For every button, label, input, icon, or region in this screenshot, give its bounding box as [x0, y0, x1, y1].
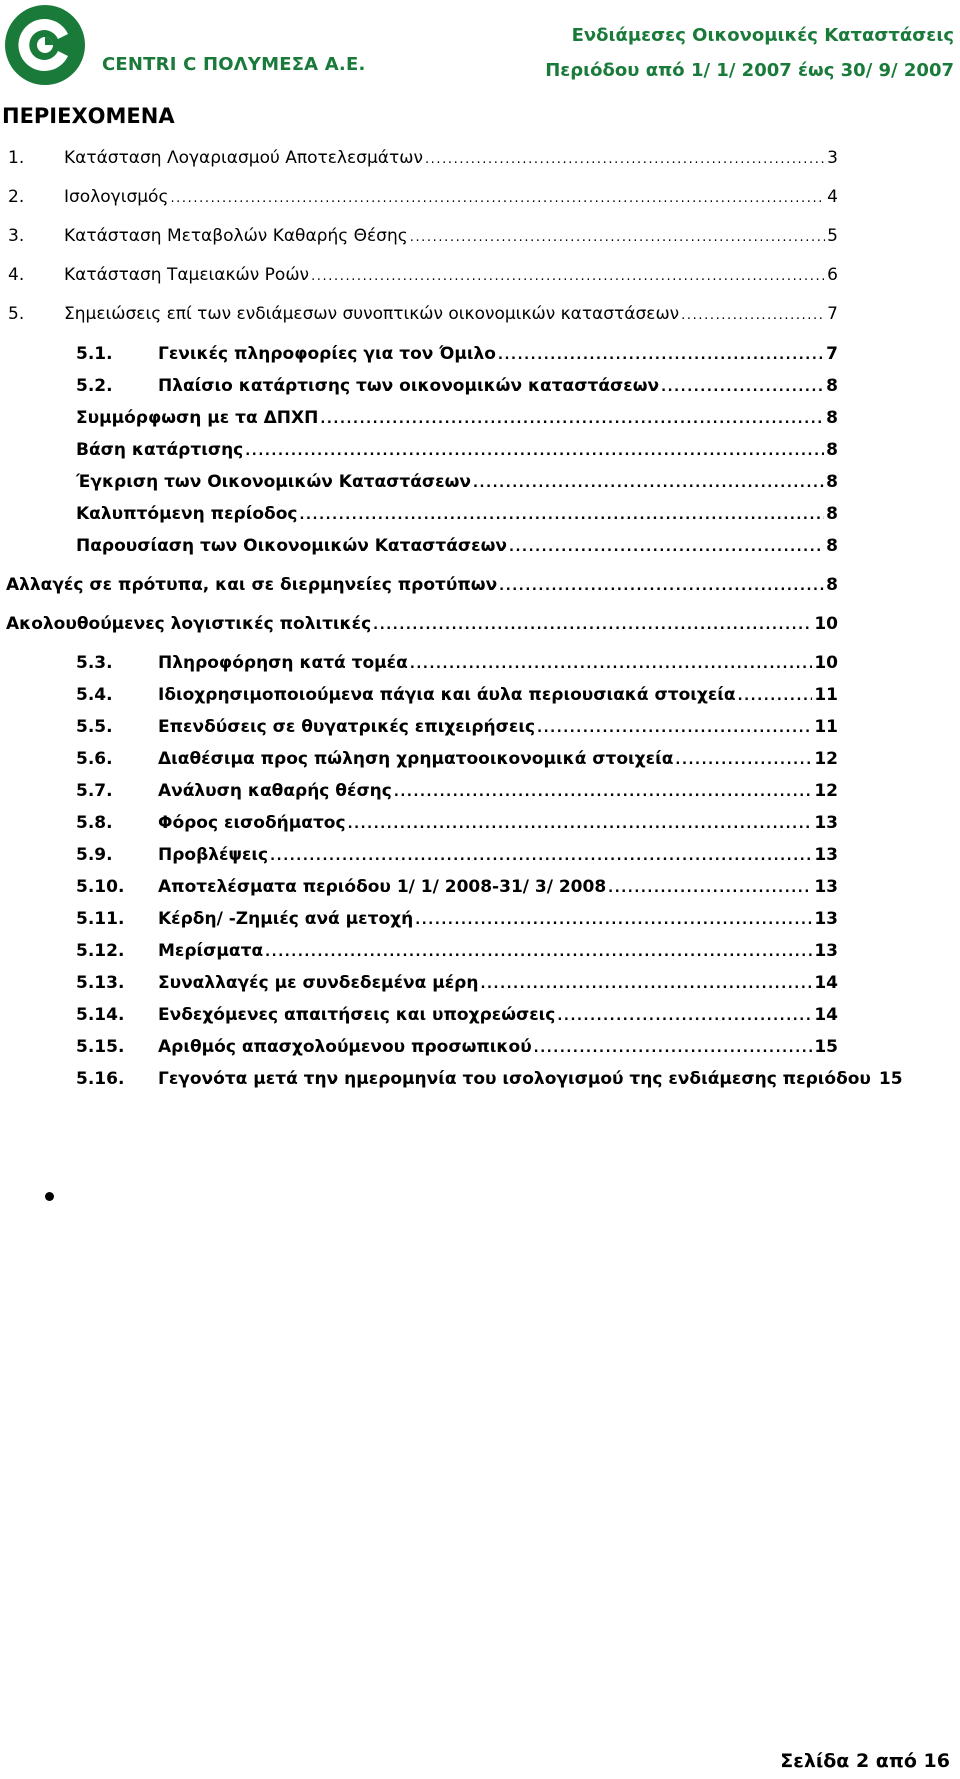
- toc-entry-label: Συναλλαγές με συνδεδεμένα μέρη: [158, 973, 479, 993]
- toc-entry-number: 5.3.: [76, 653, 113, 673]
- toc-entry-label: Γεγονότα μετά την ημερομηνία του ισολογισμού της ενδιάμεσης περιόδου: [158, 1069, 871, 1089]
- toc-leader-dots: [311, 268, 825, 285]
- toc-entry[interactable]: [76, 835, 838, 865]
- toc-leader-dots: [425, 151, 825, 168]
- toc-entry-number: 5.12.: [76, 941, 125, 961]
- toc-entry[interactable]: [76, 867, 838, 897]
- toc-entry-label: Πληροφόρηση κατά τομέα: [158, 653, 408, 673]
- toc-entry-label: Αποτελέσματα περιόδου 1/ 1/ 2008-31/ 3/ 2008: [158, 877, 607, 897]
- toc-entry[interactable]: [76, 803, 838, 833]
- toc-entry-page: 3: [827, 148, 838, 168]
- toc-entry-page: 8: [826, 504, 838, 524]
- toc-entry[interactable]: [8, 294, 838, 324]
- toc-leader-dots: [537, 720, 812, 737]
- toc-entry-label: Ενδεχόμενες απαιτήσεις και υποχρεώσεις: [158, 1005, 556, 1025]
- toc-entry[interactable]: [8, 216, 838, 246]
- toc-entry-page: 12: [814, 749, 838, 769]
- toc-leader-dots: [373, 617, 812, 634]
- toc-entry-label: Αριθμός απασχολούμενου προσωπικού: [158, 1037, 532, 1057]
- toc-entry-page: 12: [814, 781, 838, 801]
- toc-entry-label: Μερίσματα: [158, 941, 264, 961]
- toc-entry-number: 5.1.: [76, 344, 113, 364]
- toc-entry-number: 5.11.: [76, 909, 125, 929]
- document-title: Ενδιάμεσες Οικονομικές Καταστάσεις: [571, 25, 954, 46]
- toc-leader-dots: [534, 1040, 813, 1057]
- document-period: Περιόδου από 1/ 1/ 2007 έως 30/ 9/ 2007: [545, 60, 954, 81]
- toc-leader-dots: [299, 507, 824, 524]
- toc-entry-label: Βάση κατάρτισης: [76, 440, 244, 460]
- toc-entry-label: Κατάσταση Ταμειακών Ροών: [64, 265, 310, 285]
- toc-entry-page: 8: [826, 376, 838, 396]
- company-name: CENTRI C ΠΟΛΥΜΕΣΑ Α.Ε.: [102, 54, 366, 75]
- toc-entry-label: Διαθέσιμα προς πώληση χρηματοοικονομικά στοιχεία: [158, 749, 674, 769]
- toc-entry-page: 13: [814, 877, 838, 897]
- toc-entry-label: Ανάλυση καθαρής θέσης: [158, 781, 392, 801]
- toc-entry[interactable]: [8, 177, 838, 207]
- toc-entry-number: 5.15.: [76, 1037, 125, 1057]
- toc-leader-dots: [320, 411, 824, 428]
- toc-entry[interactable]: [6, 565, 838, 595]
- toc-entry-label: Έγκριση των Οικονομικών Καταστάσεων: [76, 472, 471, 492]
- toc-entry-number: 5.13.: [76, 973, 125, 993]
- toc-entry[interactable]: [76, 462, 838, 492]
- toc-entry[interactable]: [76, 963, 838, 993]
- toc-entry-number: 1.: [8, 148, 25, 168]
- toc-leader-dots: [265, 944, 812, 961]
- toc-leader-dots: [499, 578, 824, 595]
- toc-entry[interactable]: [76, 675, 838, 705]
- toc-entry-label: Φόρος εισοδήματος: [158, 813, 346, 833]
- toc-entry[interactable]: [76, 931, 838, 961]
- toc-entry-page: 8: [826, 440, 838, 460]
- toc-entry-number: 5.9.: [76, 845, 113, 865]
- toc-entry-label: Γενικές πληροφορίες για τον Όμιλο: [158, 344, 496, 364]
- toc-entry[interactable]: [76, 995, 838, 1025]
- toc-entry-page: 6: [827, 265, 838, 285]
- toc-leader-dots: [480, 976, 812, 993]
- toc-title: ΠΕΡΙΕΧΟΜΕΝΑ: [2, 104, 175, 128]
- toc-leader-dots: [348, 816, 813, 833]
- toc-entry-label: Συμμόρφωση με τα ΔΠΧΠ: [76, 408, 319, 428]
- toc-entry-page: 13: [814, 941, 838, 961]
- toc-entry-page: 5: [827, 226, 838, 246]
- toc-entry-label: Επενδύσεις σε θυγατρικές επιχειρήσεις: [158, 717, 536, 737]
- toc-entry[interactable]: [76, 526, 838, 556]
- toc-leader-dots: [498, 347, 824, 364]
- toc-leader-dots: [270, 848, 812, 865]
- toc-entry[interactable]: [76, 494, 838, 524]
- toc-entry[interactable]: [76, 430, 838, 460]
- toc-leader-dots: [410, 229, 825, 246]
- toc-entry-label: Ιδιοχρησιμοποιούμενα πάγια και άυλα περιουσιακά στοιχεία: [158, 685, 736, 705]
- toc-entry[interactable]: [76, 739, 838, 769]
- toc-entry-page: 8: [826, 575, 838, 595]
- toc-entry-label: Κέρδη/ -Ζημιές ανά μετοχή: [158, 909, 414, 929]
- toc-leader-dots: [509, 539, 824, 556]
- toc-entry[interactable]: [76, 771, 838, 801]
- toc-leader-dots: [681, 307, 825, 324]
- toc-leader-dots: [738, 688, 813, 705]
- toc-leader-dots: [245, 443, 824, 460]
- toc-entry-page: 13: [814, 845, 838, 865]
- toc-entry-number: 5.4.: [76, 685, 113, 705]
- toc-entry-page: 15: [878, 1069, 903, 1089]
- toc-entry-page: 13: [814, 909, 838, 929]
- toc-entry-number: 5.6.: [76, 749, 113, 769]
- toc-leader-dots: [608, 880, 812, 897]
- toc-entry-number: 5.2.: [76, 376, 113, 396]
- header-right: [545, 18, 954, 88]
- toc-entry-page: 13: [814, 813, 838, 833]
- toc-leader-dots: [170, 190, 825, 207]
- toc-leader-dots: [557, 1008, 812, 1025]
- toc-entry-page: 14: [814, 973, 838, 993]
- toc-entry[interactable]: [76, 707, 838, 737]
- toc-entry-label: Ισολογισμός: [64, 187, 169, 207]
- toc-entry-label: Αλλαγές σε πρότυπα, και σε διερμηνείες προτύπων: [6, 575, 498, 595]
- toc-entry-page: 7: [827, 304, 838, 324]
- toc-entry[interactable]: [76, 366, 838, 396]
- toc-leader-dots: [410, 656, 812, 673]
- toc-entry-page: 8: [826, 408, 838, 428]
- toc-entry[interactable]: [6, 604, 838, 634]
- toc-entry[interactable]: [8, 138, 838, 168]
- toc-entry-label: Κατάσταση Μεταβολών Καθαρής Θέσης: [64, 226, 408, 246]
- toc-entry-label: Πλαίσιο κατάρτισης των οικονομικών καταστάσεων: [158, 376, 660, 396]
- toc-entry-label: Παρουσίαση των Οικονομικών Καταστάσεων: [76, 536, 507, 556]
- toc-entry-page: 15: [814, 1037, 838, 1057]
- toc-leader-dots: [415, 912, 812, 929]
- toc-entry-number: 5.: [8, 304, 25, 324]
- toc-entry[interactable]: [8, 255, 838, 285]
- toc-leader-dots: [661, 379, 824, 396]
- toc-entry-label: Κατάσταση Λογαριασμού Αποτελεσμάτων: [64, 148, 423, 168]
- toc-entry-number: 4.: [8, 265, 25, 285]
- toc-entry-number: 5.5.: [76, 717, 113, 737]
- bullet-point: [45, 1192, 54, 1201]
- toc-leader-dots: [473, 475, 824, 492]
- toc-entry-number: 5.14.: [76, 1005, 125, 1025]
- toc-entry-page: 11: [814, 717, 838, 737]
- toc-entry-page: 7: [826, 344, 838, 364]
- toc-entry[interactable]: [76, 643, 838, 673]
- toc-entry[interactable]: [76, 899, 838, 929]
- toc-entry-number: 5.8.: [76, 813, 113, 833]
- toc-entry-number: 2.: [8, 187, 25, 207]
- toc-entry-page: 14: [814, 1005, 838, 1025]
- toc-entry-page: 10: [814, 614, 838, 634]
- toc-entry-number: 5.16.: [76, 1069, 125, 1089]
- toc-entry-number: 5.10.: [76, 877, 125, 897]
- toc-entry-label: Καλυπτόμενη περίοδος: [76, 504, 298, 524]
- toc-entry[interactable]: [76, 1027, 838, 1057]
- toc-entry[interactable]: [76, 398, 838, 428]
- page-number: Σελίδα 2 από 16: [780, 1750, 950, 1772]
- toc-entry-label: Σημειώσεις επί των ενδιάμεσων συνοπτικών οικονομικών καταστάσεων: [64, 304, 680, 324]
- toc-entry-page: 10: [814, 653, 838, 673]
- toc-entry-number: 5.7.: [76, 781, 113, 801]
- company-logo-icon: [4, 4, 86, 86]
- toc-entry-page: 11: [814, 685, 838, 705]
- toc-entry[interactable]: [76, 334, 838, 364]
- toc-entry-page: 4: [827, 187, 838, 207]
- toc-entry-number: 3.: [8, 226, 25, 246]
- toc-entry-label: Ακολουθούμενες λογιστικές πολιτικές: [6, 614, 372, 634]
- toc-entry-page: 8: [826, 536, 838, 556]
- toc-entry-label: Προβλέψεις: [158, 845, 269, 865]
- toc-entry[interactable]: [76, 1059, 952, 1089]
- toc-leader-dots: [394, 784, 812, 801]
- page-header: [0, 0, 960, 90]
- toc-leader-dots: [675, 752, 812, 769]
- toc-entry-page: 8: [826, 472, 838, 492]
